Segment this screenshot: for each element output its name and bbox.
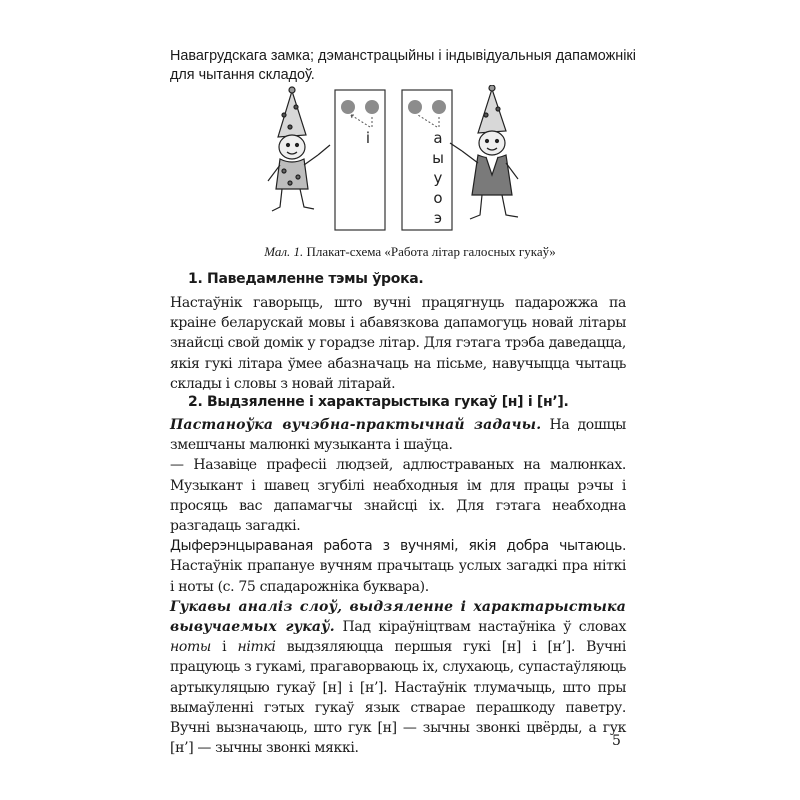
analysis-paragraph <box>170 597 626 759</box>
section-1-heading: 1. Паведамленне тэмы ўрока. <box>188 271 424 287</box>
analysis-text-1: Пад кіраўніцтвам настаўніка ў словах <box>334 619 626 636</box>
figure-caption <box>170 243 650 261</box>
left-card-letter: і <box>365 129 371 147</box>
caption-text: Плакат-схема «Работа літар галосных гукаў» <box>303 244 556 259</box>
intro-line-1: Навагрудскага замка; дэманстрацыйны і індывідуальныя дапаможнікі <box>170 48 636 64</box>
task-text: На дошцы змешчаны малюнкі музыканта і шаўца. <box>170 417 626 454</box>
section-1-paragraph: Настаўнік гаворыць, што вучні працягнуць падарожжа па краіне беларускай мовы і абавязкова дапамогуць новай літары знайсці свой домік у горадзе літар. Для гэтага трэба даведацца, якія гукі літара ўмее абазначаць на пісьме, навучыцца чытаць склады і словы з новай літарай. <box>170 295 626 392</box>
section-1-body <box>170 293 626 394</box>
task-label: Пастаноўка вучэбна-практычнай задачы. <box>170 417 542 433</box>
intro-line-2: для чытання складоў. <box>170 67 315 83</box>
section-2-body <box>170 415 626 758</box>
differentiated-label: Дыферэнцыраваная работа з вучнямі, якія добра чытаюць. <box>170 538 626 555</box>
differentiated-paragraph <box>170 536 626 597</box>
word-nitki: ніткі <box>237 639 276 656</box>
word-noty: ноты <box>170 639 211 656</box>
caption-label: Мал. 1. <box>264 244 304 259</box>
section-2-heading: 2. Выдзяленне і характарыстыка гукаў [н] і [н’]. <box>188 394 569 410</box>
left-wizard-illustration <box>268 87 330 211</box>
analysis-text-3: выдзяляюцца першыя гукі [н] і [н’]. Вучні працуюць з гукамі, прагаворваюць іх, слухаюць, супастаўляюць артыкуляцыю гукаў [н] і [н’]. Настаўнік тлумачыць, што пры вымаўленні гэтых гукаў язык стварае перашкоду паветру. Вучні вызначаюць, што гук [н] — зычны звонкі цвёрды, а гук [н’] — зычны звонкі мяккі. <box>170 639 626 757</box>
intro-text <box>170 47 650 85</box>
page-number: 5 <box>612 733 621 749</box>
right-card-circle-1 <box>408 100 422 114</box>
right-wizard-illustration <box>450 85 518 219</box>
poster-figure <box>250 85 550 235</box>
right-card-circle-2 <box>432 100 446 114</box>
right-card-letter-1: а <box>433 129 443 147</box>
analysis-label: Гукавы аналіз слоў, выдзяленне і характарыстыка вывучаемых гукаў. <box>170 598 626 636</box>
right-card-letter-5: э <box>433 209 443 227</box>
poster-illustration <box>250 85 550 235</box>
task-paragraph <box>170 415 626 455</box>
left-card-circle-2 <box>365 100 379 114</box>
analysis-text-2: і <box>210 639 238 656</box>
left-card-circle-1 <box>341 100 355 114</box>
dialogue-paragraph: — Назавіце прафесіі людзей, адлюстраваных на малюнках. Музыкант і шавец згубілі неабходныя ім для працы рэчы і просяць вас дапамагчы знайсці іх. Для гэтага неабходна разгадаць загадкі. <box>170 457 626 535</box>
differentiated-text: Настаўнік прапануе вучням прачытаць услых загадкі пра ніткі і ноты (с. 75 спадарожніка буквара). <box>170 558 626 595</box>
right-card-letter-3: у <box>433 169 443 187</box>
right-card-letter-2: ы <box>432 149 444 167</box>
right-card-letter-4: о <box>433 189 443 207</box>
